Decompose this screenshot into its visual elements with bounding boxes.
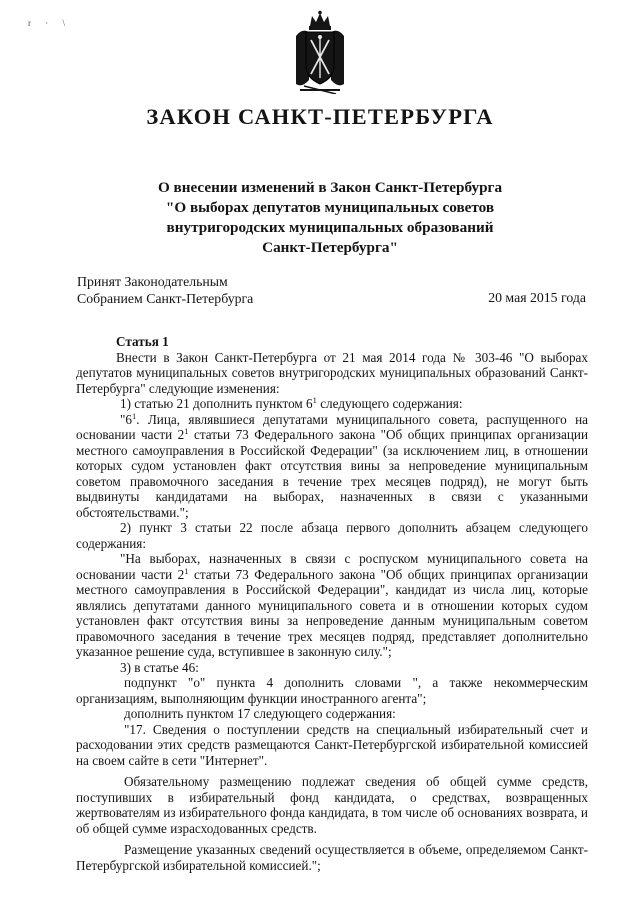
scan-artifact-marks: r · \ (28, 18, 71, 28)
amendment-item-3-subpoint: подпункт "о" пункта 4 дополнить словами ", а также некоммерческим организациям, выполняющим функции иностранного агента"; (76, 675, 588, 706)
superscript: 1 (184, 426, 189, 436)
coat-of-arms-icon (292, 10, 348, 94)
item-text: 1) статью 21 дополнить пунктом 6 (120, 396, 313, 411)
superscript: 1 (131, 410, 137, 421)
quote-text: статьи 73 Федерального закона "Об общих принципах организации местного самоуправления в Российской Федерации" (за исключением лиц, в отношении которых судом установлен факт отсутствия вины за непроведение муниципальным советом правомочного заседания в течение трех месяцев подряд), не могут быть выдвинуты кандидатами на выборах, назначенных в связи с указанными обстоятельствами."; (76, 427, 589, 520)
document-title-line: внутригородских муниципальных образований (166, 219, 494, 236)
quoted-point-17-paragraph-3: Размещение указанных сведений осуществляется в объеме, определяемом Санкт-Петербургской избирательной комиссией."; (76, 842, 588, 873)
amendment-item-3-addition: дополнить пунктом 17 следующего содержания: (124, 706, 396, 721)
superscript: 1 (312, 395, 317, 405)
quoted-point-17: "17. Сведения о поступлении средств на специальный избирательный счет и расходовании этих средств размещаются Санкт-Петербургской избирательной комиссией на своем сайте в сети "Интернет". (76, 721, 588, 768)
quoted-point-6-1 (76, 412, 588, 521)
adoption-line: Принят Законодательным (77, 274, 228, 289)
article-intro: Внести в Закон Санкт-Петербурга от 21 мая 2014 года № 303-46 "О выборах депутатов муниципальных советов внутригородских муниципальных образований Санкт-Петербурга" следующие изменения: (76, 349, 588, 396)
adoption-line: Собранием Санкт-Петербурга (77, 291, 254, 306)
law-title: ЗАКОН САНКТ-ПЕТЕРБУРГА (146, 104, 494, 129)
document-title-line: Санкт-Петербурга" (262, 239, 398, 256)
amendment-item-2: 2) пункт 3 статьи 22 после абзаца первого дополнить абзацем следующего содержания: (76, 520, 588, 551)
quoted-point-17-paragraph-2: Обязательному размещению подлежат сведения об общей сумме средств, поступивших в избирательный фонд кандидата, о средствах, возвращенных жертвователям из избирательного фонда кандидата, в том числе об основаниях возврата, и об общей сумме израсходованных средств. (76, 774, 588, 836)
document-title-line: "О выборах депутатов муниципальных советов (165, 199, 495, 216)
article-body (76, 334, 588, 873)
quote-text: статьи 73 Федерального закона "Об общих принципах организации местного самоуправления в Российской Федерации", кандидат из числа лиц, которые являлись депутатами данного муниципального совета и в отношении которых судом установлен факт отсутствия вины за непроведение данным муниципальным советом правомочного заседания в течение трех месяцев подряд, представляет дополнительно указанное решение суда, вступившее в законную силу."; (76, 566, 589, 659)
amendment-item-3: 3) в статье 46: (120, 659, 199, 675)
adoption-note (77, 273, 253, 307)
amendment-item-1 (76, 396, 588, 412)
article-heading: Статья 1 (116, 334, 169, 349)
quote-text: . Лица, являвшиеся депутатами муниципального совета, распущенного на основании части 2 (76, 411, 588, 442)
quote-text: "На выборах, назначенных в связи с роспуском муниципального совета на основании части 2 (76, 551, 588, 582)
adoption-date: 20 мая 2015 года (488, 290, 586, 305)
document-title-line: О внесении изменений в Закон Санкт-Петербурга (157, 179, 503, 196)
document-title (0, 178, 640, 258)
superscript: 1 (184, 565, 189, 576)
item-text: следующего содержания: (316, 396, 463, 411)
quoted-paragraph-22-3 (76, 551, 588, 660)
quote-text: "6 (120, 411, 132, 427)
